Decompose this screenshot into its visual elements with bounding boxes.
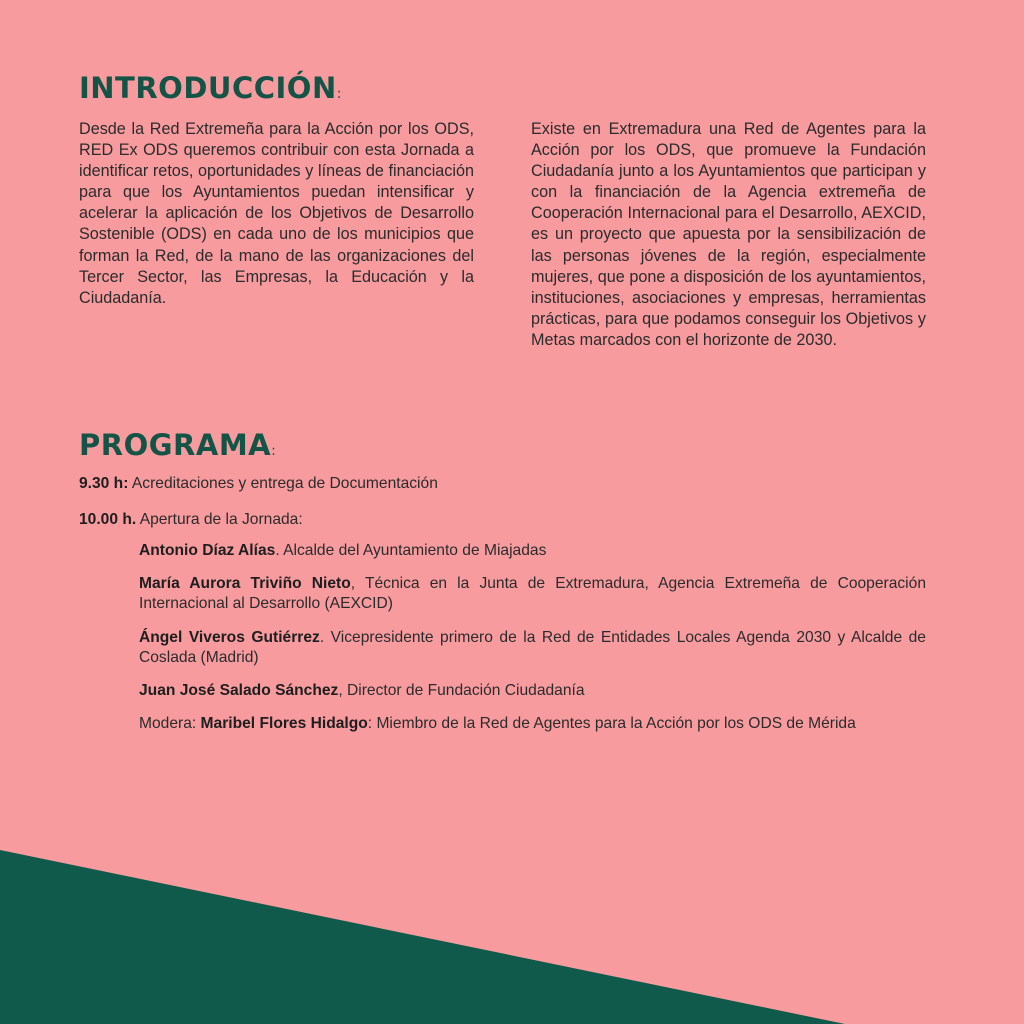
- speaker-name: María Aurora Triviño Nieto: [139, 575, 351, 592]
- speaker-role: , Técnica en la Junta de Extremadura, Agencia Extremeña de Cooperación Internacional al Desarrollo (AEXCID): [139, 575, 926, 612]
- programa-title: PROGRAMA: [79, 428, 272, 462]
- program-item-time: 10.00 h.: [79, 511, 137, 528]
- speaker-name: Maribel Flores Hidalgo: [200, 715, 368, 732]
- introduccion-left-paragraph: Desde la Red Extremeña para la Acción por los ODS, RED Ex ODS queremos contribuir con esta Jornada a identificar retos, oportunidades y líneas de financiación para que los Ayuntamientos puedan intensificar y acelerar la aplicación de los Objetivos de Desarrollo Sostenible (ODS) en cada uno de los municipios que forman la Red, de la mano de las organizaciones del Tercer Sector, las Empresas, la Educación y la Ciudadanía.: [79, 120, 474, 307]
- speaker-prefix: Modera:: [139, 715, 201, 732]
- speaker-role: . Vicepresidente primero de la Red de Entidades Locales Agenda 2030 y Alcalde de Coslada (Madrid): [139, 629, 926, 666]
- speaker-name: Juan José Salado Sánchez: [139, 682, 339, 699]
- green-triangle-shape: [0, 850, 845, 1024]
- introduccion-colon: :: [336, 86, 342, 102]
- program-item-text: Acreditaciones y entrega de Documentación: [128, 475, 438, 492]
- introduccion-right-paragraph: Existe en Extremadura una Red de Agentes para la Acción por los ODS, que promueve la Fundación Ciudadanía junto a los Ayuntamientos que participan y con la financiación de la Agencia extremeña de Cooperación Internacional para el Desarrollo, AEXCID, es un proyecto que apuesta por la sensibilización de las personas jóvenes de la región, especialmente mujeres, que pone a disposición de los ayuntamientos, instituciones, asociaciones y empresas, herramientas prácticas, para que podamos conseguir los Objetivos y Metas marcados con el horizonte de 2030.: [531, 120, 926, 349]
- program-item-time: 9.30 h:: [79, 475, 129, 492]
- programa-colon: :: [271, 443, 276, 459]
- speaker-role: : Miembro de la Red de Agentes para la Acción por los ODS de Mérida: [367, 715, 856, 732]
- introduccion-title: INTRODUCCIÓN: [79, 71, 337, 105]
- speaker-role: , Director de Fundación Ciudadanía: [338, 682, 585, 699]
- speaker-role: . Alcalde del Ayuntamiento de Miajadas: [275, 542, 547, 559]
- speaker-name: Ángel Viveros Gutiérrez: [139, 629, 320, 646]
- speaker-name: Antonio Díaz Alías: [139, 542, 276, 559]
- program-item-text: Apertura de la Jornada:: [136, 511, 303, 528]
